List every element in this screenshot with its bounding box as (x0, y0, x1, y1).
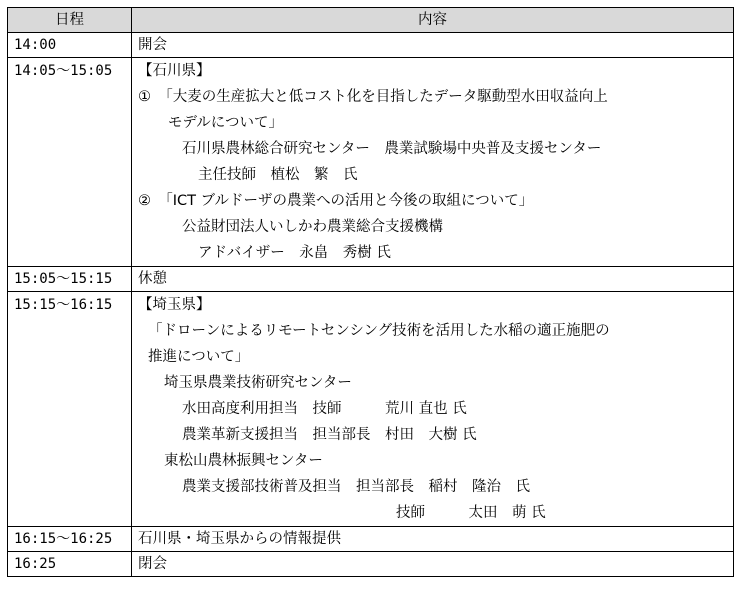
talk-title-cont: モデルについて」 (168, 115, 283, 131)
speaker: 技師 太田 萌 氏 (396, 505, 546, 521)
table-row (8, 58, 734, 267)
speaker: 農業革新支援担当 担当部長 村田 大樹 氏 (182, 427, 477, 443)
content-cell (132, 292, 734, 527)
table-row (8, 33, 734, 58)
speaker: アドバイザー 永畠 秀樹 氏 (198, 245, 391, 261)
table-row (8, 527, 734, 552)
time-cell: 15:15～16:15 (8, 292, 132, 527)
content-cell (132, 58, 734, 267)
organization: 石川県農林総合研究センター 農業試験場中央普及支援センター (182, 141, 602, 157)
table-row (8, 267, 734, 292)
speaker: 水田高度利用担当 技師 荒川 直也 氏 (182, 401, 467, 417)
table-row (8, 552, 734, 577)
talk-title-cont: 推進について」 (148, 349, 250, 365)
section-heading: 【石川県】 (138, 63, 211, 79)
table-row (8, 292, 734, 527)
time-cell: 16:15～16:25 (8, 527, 132, 552)
time-cell: 14:00 (8, 33, 132, 58)
header-row (8, 8, 734, 33)
time-cell: 14:05～15:05 (8, 58, 132, 267)
schedule-table (7, 7, 734, 577)
content-cell: 閉会 (132, 552, 734, 577)
content-cell: 開会 (132, 33, 734, 58)
talk-title: ① 「大麦の生産拡大と低コスト化を目指したデータ駆動型水田収益向上 (138, 89, 608, 105)
time-cell: 16:25 (8, 552, 132, 577)
organization: 公益財団法人いしかわ農業総合支援機構 (182, 219, 443, 235)
organization: 東松山農林振興センター (164, 453, 323, 469)
talk-title: 「ドローンによるリモートセンシング技術を活用した水稲の適正施肥の (148, 323, 610, 339)
talk-title: ② 「ICT ブルドーザの農業への活用と今後の取組について」 (138, 193, 534, 209)
speaker: 農業支援部技術普及担当 担当部長 稲村 隆治 氏 (182, 479, 530, 495)
section-heading: 【埼玉県】 (138, 297, 211, 313)
header-date: 日程 (8, 8, 132, 33)
speaker: 主任技師 植松 繁 氏 (198, 167, 358, 183)
content-cell: 休憩 (132, 267, 734, 292)
organization: 埼玉県農業技術研究センター (164, 375, 352, 391)
time-cell: 15:05～15:15 (8, 267, 132, 292)
header-content: 内容 (132, 8, 734, 33)
content-cell: 石川県・埼玉県からの情報提供 (132, 527, 734, 552)
